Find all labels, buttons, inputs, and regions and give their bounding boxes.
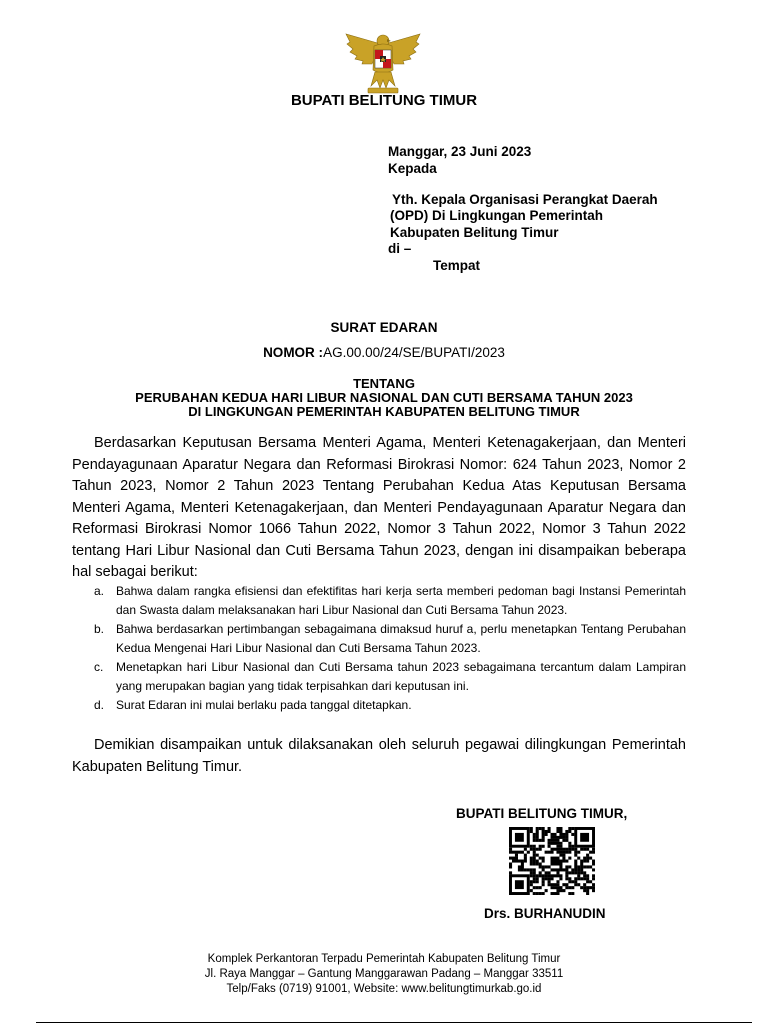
- list-item-text: Surat Edaran ini mulai berlaku pada tanggal ditetapkan.: [116, 698, 412, 712]
- list-item: [94, 620, 686, 657]
- recipient-line-1: Yth. Kepala Organisasi Perangkat Daerah: [392, 192, 658, 207]
- number-label: NOMOR :: [263, 345, 324, 360]
- subject-line-2: DI LINGKUNGAN PEMERINTAH KABUPATEN BELITUNG TIMUR: [188, 404, 580, 419]
- subject-block: [0, 377, 768, 419]
- to-label: Kepada: [388, 161, 437, 176]
- list-marker: d.: [94, 698, 105, 712]
- tentang-label: TENTANG: [353, 376, 415, 391]
- signatory-title: BUPATI BELITUNG TIMUR,: [456, 806, 628, 821]
- subject-line-1: PERUBAHAN KEDUA HARI LIBUR NASIONAL DAN CUTI BERSAMA TAHUN 2023: [135, 390, 633, 405]
- qr-code-icon: [509, 827, 595, 895]
- list-item-text: Menetapkan hari Libur Nasional dan Cuti Bersama tahun 2023 sebagaimana tercantum dalam Lampiran yang merupakan bagian yang tidak terpisahkan dari keputusan ini.: [116, 660, 686, 693]
- list-item-text: Bahwa dalam rangka efisiensi dan efektifitas hari kerja serta memberi pedoman bagi Instansi Pemerintah dan Swasta dalam melaksanakan hari Libur Nasional dan Cuti Bersama Tahun 2023.: [116, 584, 686, 617]
- closing-paragraph: Demikian disampaikan untuk dilaksanakan oleh seluruh pegawai dilingkungan Pemerintah Kabupaten Belitung Timur.: [72, 737, 686, 775]
- garuda-emblem-icon: [344, 30, 422, 96]
- list-item-text: Bahwa berdasarkan pertimbangan sebagaimana dimaksud huruf a, perlu menetapkan Tentang Perubahan Kedua Mengenai Hari Libur Nasional dan Cuti Bersama Tahun 2023.: [116, 622, 686, 655]
- footer-line-2: Jl. Raya Manggar – Gantung Manggarawan Padang – Manggar 33511: [204, 968, 564, 980]
- place-date: Manggar, 23 Juni 2023: [388, 144, 532, 159]
- footer-line-3: Telp/Faks (0719) 91001, Website: www.belitungtimurkab.go.id: [226, 983, 542, 995]
- document-type: SURAT EDARAN: [330, 320, 438, 335]
- recipient-line-2: (OPD) Di Lingkungan Pemerintah: [390, 208, 604, 223]
- number-value: AG.00.00/24/SE/BUPATI/2023: [323, 345, 505, 360]
- list-marker: c.: [94, 660, 104, 674]
- list-marker: b.: [94, 622, 105, 636]
- issuing-office-title: BUPATI BELITUNG TIMUR: [290, 92, 478, 109]
- list-marker: a.: [94, 584, 105, 598]
- footer-address: [0, 952, 768, 997]
- di-label: di –: [388, 241, 412, 256]
- document-number: [0, 345, 768, 360]
- tempat-label: Tempat: [433, 258, 481, 273]
- list-item: [94, 582, 686, 619]
- footer-divider: [36, 1022, 752, 1023]
- intro-paragraph: Berdasarkan Keputusan Bersama Menteri Agama, Menteri Ketenagakerjaan, dan Menteri Pendayagunaan Aparatur Negara dan Reformasi Birokrasi Nomor: 624 Tahun 2023, Nomor 2 Tahun 2023, Nomor 2 Tahun 2023 Tentang Perubahan Kedua Atas Keputusan Bersama Menteri Agama, Menteri Ketenagakerjaan, dan Menteri Pendayagunaan Aparatur Negara dan Reformasi Birokrasi Nomor 1066 Tahun 2022, Nomor 3 Tahun 2022, Nomor 3 Tahun 2022 tentang Hari Libur Nasional dan Cuti Bersama Tahun 2023, dengan ini disampaikan beberapa hal sebagai berikut:: [72, 435, 686, 580]
- list-item: [94, 658, 686, 695]
- signatory-name: Drs. BURHANUDIN: [484, 906, 606, 921]
- list-item: [94, 696, 686, 715]
- points-list: [94, 582, 686, 716]
- recipient-line-3: Kabupaten Belitung Timur: [390, 225, 559, 240]
- footer-line-1: Komplek Perkantoran Terpadu Pemerintah Kabupaten Belitung Timur: [207, 953, 561, 965]
